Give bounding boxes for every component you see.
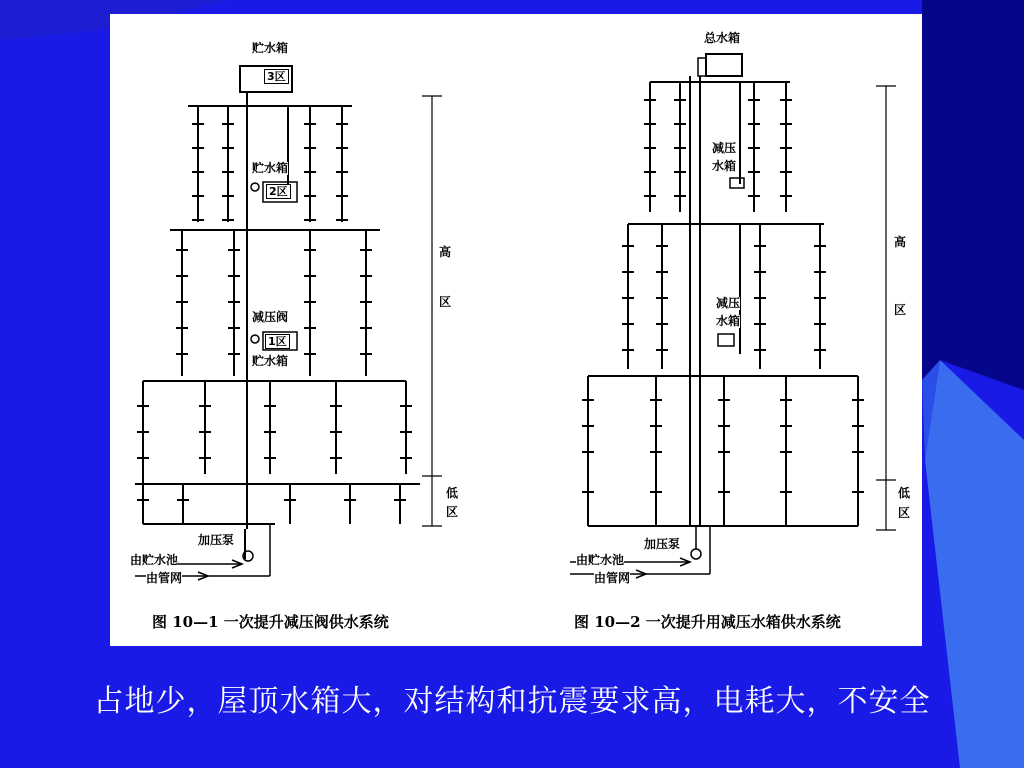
fig2-from-main-label: 由管网 bbox=[594, 571, 631, 585]
fig1-zone1-label: 1区 bbox=[265, 334, 290, 349]
figure-1-diagram bbox=[135, 66, 442, 580]
fig2-high-zone-char-1: 高 bbox=[894, 235, 907, 249]
fig1-from-pool-label: 由贮水池 bbox=[130, 553, 179, 567]
fig1-low-zone-char-1: 低 bbox=[446, 486, 459, 500]
fig2-main-tank-label: 总水箱 bbox=[704, 31, 741, 45]
fig1-caption: 图 10—1 一次提升减压阀供水系统 bbox=[152, 613, 389, 631]
fig1-pump-label: 加压泵 bbox=[198, 533, 235, 547]
figure-panel bbox=[110, 14, 922, 646]
fig1-from-main-label: 由管网 bbox=[146, 571, 183, 585]
fig2-high-zone-char-2: 区 bbox=[894, 303, 907, 317]
fig1-top-tank-label: 贮水箱 bbox=[252, 41, 289, 55]
fig1-low-tank-label: 贮水箱 bbox=[252, 354, 289, 368]
fig1-low-zone-char-2: 区 bbox=[446, 505, 459, 519]
fig2-caption: 图 10—2 一次提升用减压水箱供水系统 bbox=[574, 613, 841, 631]
fig1-zone3-label: 3区 bbox=[264, 69, 289, 84]
fig1-mid-tank-label: 贮水箱 bbox=[252, 161, 289, 175]
fig1-high-zone-char-2: 区 bbox=[439, 295, 452, 309]
fig2-lower-prt-label-2: 水箱 bbox=[716, 314, 741, 328]
slide-footer-text: 占地少，屋顶水箱大，对结构和抗震要求高，电耗大，不安全 bbox=[93, 684, 931, 719]
fig1-prv-label: 减压阀 bbox=[252, 310, 289, 324]
fig2-pump-label: 加压泵 bbox=[644, 537, 681, 551]
fig2-upper-prt-label-2: 水箱 bbox=[712, 159, 737, 173]
fig2-low-zone-char-1: 低 bbox=[898, 486, 911, 500]
fig2-upper-prt-label-1: 减压 bbox=[712, 141, 737, 155]
fig1-zone2-label: 2区 bbox=[266, 184, 291, 199]
fig2-from-pool-label: 由贮水池 bbox=[576, 553, 625, 567]
right-decoration-dark bbox=[922, 0, 1024, 390]
fig2-lower-prt-label-1: 减压 bbox=[716, 296, 741, 310]
fig1-high-zone-char-1: 高 bbox=[439, 245, 452, 259]
fig2-low-zone-char-2: 区 bbox=[898, 506, 911, 520]
diagrams-drawing bbox=[110, 14, 922, 646]
